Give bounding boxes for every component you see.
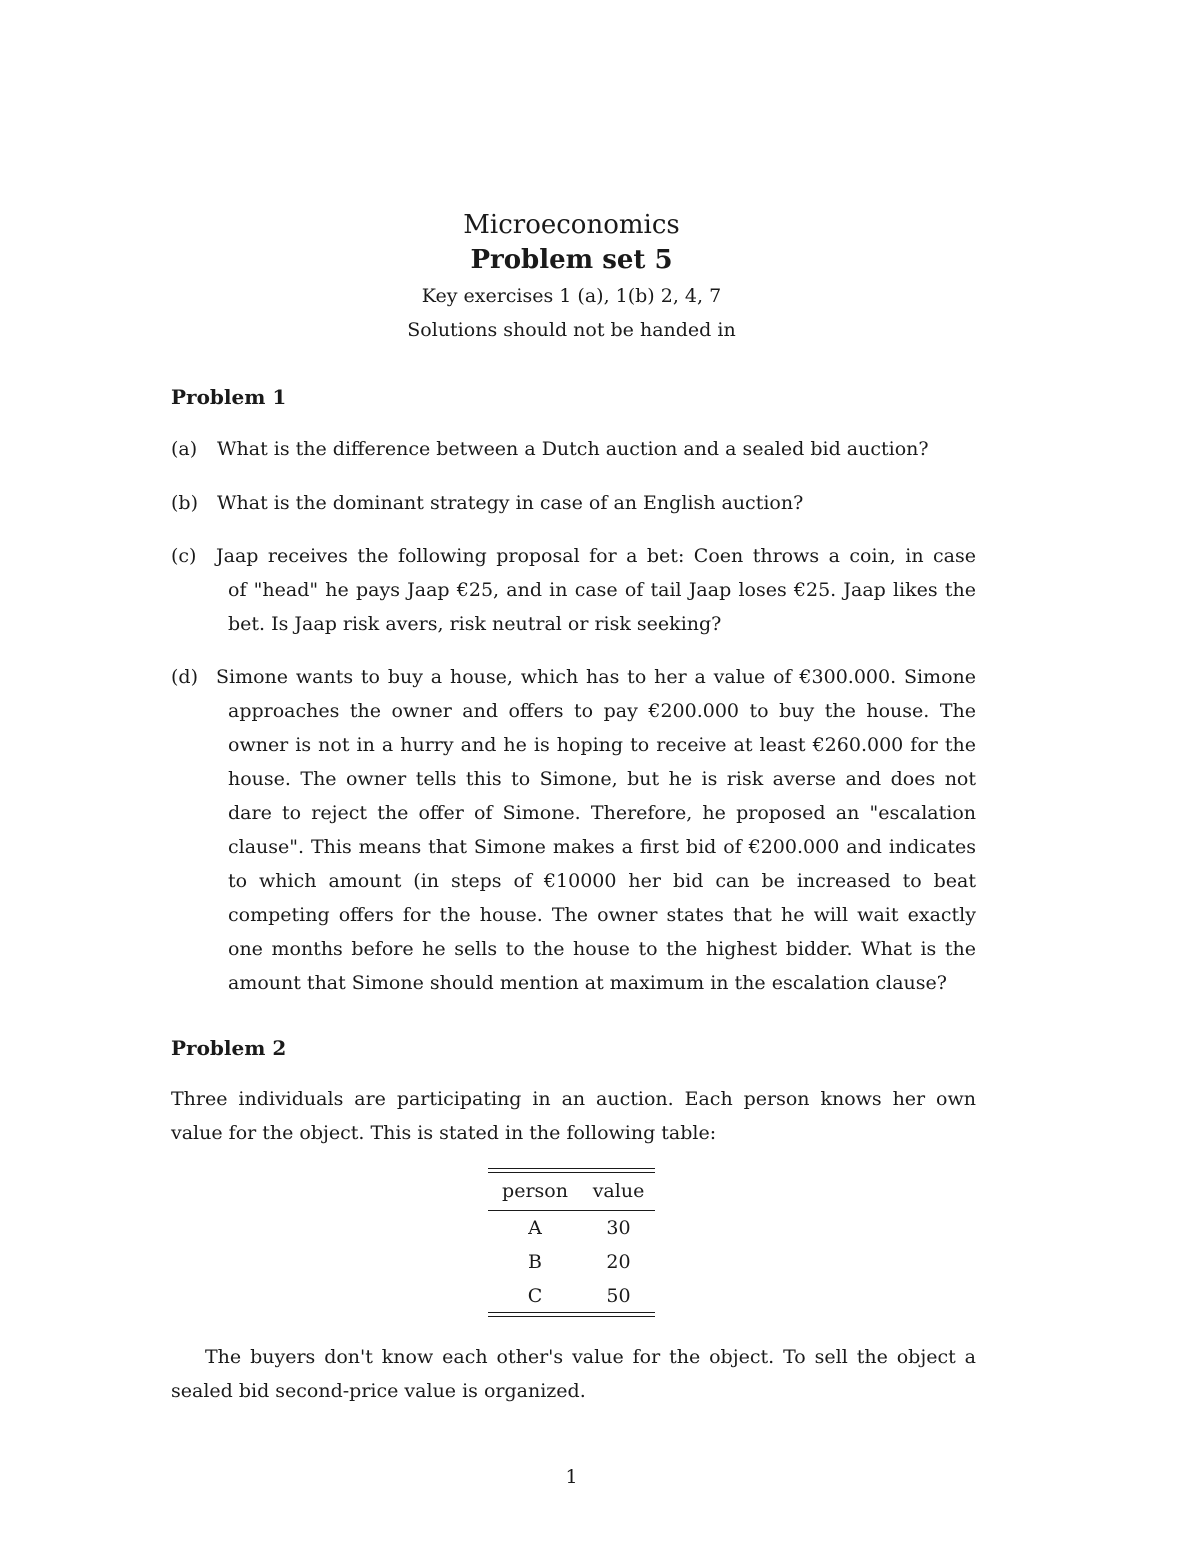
- problem-1-item-b: [171, 486, 976, 520]
- key-exercises-line: Key exercises 1 (a), 1(b) 2, 4, 7: [421, 285, 722, 307]
- table-cell-value: 20: [606, 1251, 631, 1273]
- submission-note: Solutions should not be handed in: [407, 319, 736, 341]
- table-header-value: value: [592, 1180, 645, 1202]
- page-number: 1: [565, 1466, 578, 1488]
- table-top-rule-2: [488, 1172, 655, 1173]
- table-cell-person: A: [528, 1217, 542, 1239]
- problem-set-title: Problem set 5: [470, 245, 673, 275]
- table-bottom-rule-1: [488, 1312, 655, 1313]
- item-text-first-line: Simone wants to buy a house, which has to her a value of €300.000. Simone: [216, 666, 976, 688]
- item-text-rest: of "head" he pays Jaap €25, and in case of tail Jaap loses €25. Jaap likes the bet. Is Jaap risk avers, risk neutral or risk seeking?: [228, 579, 976, 635]
- item-label: (c): [171, 545, 197, 567]
- item-label: (a): [171, 438, 198, 460]
- document-title: Microeconomics: [463, 210, 680, 240]
- problem-1-item-c: [171, 539, 976, 641]
- table-header-rule: [488, 1210, 655, 1211]
- item-text-rest: approaches the owner and offers to pay €200.000 to buy the house. The owner is not in a hurry and he is hoping to receive at least €260.000 for the house. The owner tells this to Simone, but he is risk averse and does not dare to reject the offer of Simone. Therefore, he proposed an "escalation clause". This means that Simone makes a first bid of €200.000 and indicates to which amount (in steps of €10000 her bid can be increased to beat competing offers for the house. The owner states that he will wait exactly one months before he sells to the house to the highest bidder. What is the amount that Simone should mention at maximum in the escalation clause?: [228, 700, 976, 994]
- item-label: (b): [171, 492, 198, 514]
- table-header-person: person: [502, 1180, 568, 1202]
- table-bottom-rule-2: [488, 1316, 655, 1317]
- problem-2-heading: Problem 2: [171, 1036, 287, 1060]
- item-label: (d): [171, 666, 198, 688]
- problem-2-intro: Three individuals are participating in an auction. Each person knows her own value for the object. This is stated in the following table:: [171, 1088, 976, 1144]
- table-cell-person: B: [528, 1251, 542, 1273]
- problem-1-item-d: [171, 660, 976, 1000]
- problem-1-item-a: [171, 432, 976, 466]
- problem-2-outro: The buyers don't know each other's value for the object. To sell the object a sealed bid second-price value is organized.: [171, 1346, 976, 1402]
- item-text-first-line: Jaap receives the following proposal for a bet: Coen throws a coin, in case: [216, 545, 976, 567]
- item-text: What is the difference between a Dutch auction and a sealed bid auction?: [217, 438, 929, 460]
- table-cell-value: 30: [606, 1217, 631, 1239]
- table-top-rule-1: [488, 1168, 655, 1169]
- problem-1-heading: Problem 1: [171, 385, 287, 409]
- table-cell-person: C: [527, 1285, 543, 1307]
- table-cell-value: 50: [606, 1285, 631, 1307]
- item-text: What is the dominant strategy in case of an English auction?: [217, 492, 804, 514]
